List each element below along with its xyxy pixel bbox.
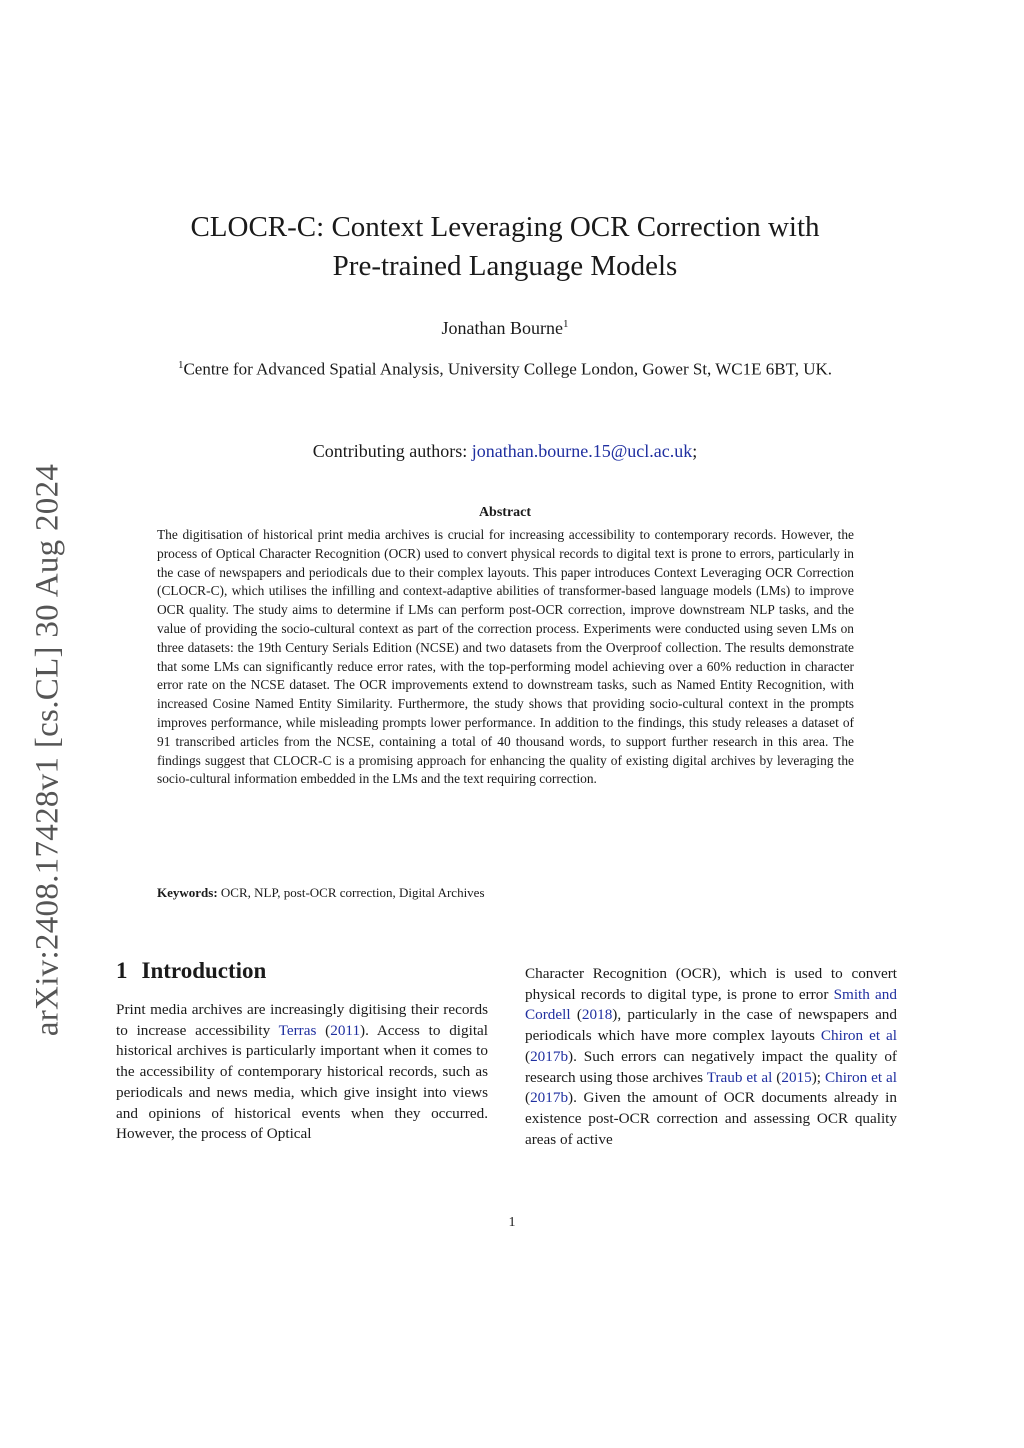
contributing-authors <box>150 441 860 462</box>
citation-link-terras[interactable]: Terras <box>278 1021 317 1039</box>
affiliation-marker: 1 <box>177 359 184 371</box>
citation-year-link-terras[interactable]: 2011 <box>330 1021 361 1039</box>
intro-right-text-1: Character Recognition (OCR), which is used to convert physical records to digital type, is prone to error <box>525 965 897 1003</box>
section-number: 1 <box>116 958 128 983</box>
citation-link-chiron[interactable]: Chiron et al <box>820 1027 898 1045</box>
citation-year-link-chiron-2[interactable]: 2017b <box>530 1089 569 1107</box>
author-affiliation-marker: 1 <box>562 318 569 330</box>
intro-right-text-8: ( <box>525 1089 531 1107</box>
intro-right-text-9: ). Given the amount of OCR documents already in existence post-OCR correction and assessing OCR quality areas of active <box>525 1089 897 1148</box>
intro-right-text-4: ( <box>525 1047 531 1065</box>
section-title: Introduction <box>141 958 267 983</box>
paper-title <box>150 208 860 286</box>
section-heading-introduction <box>116 958 266 984</box>
intro-paragraph-left-column <box>116 1000 488 1145</box>
contact-label: Contributing authors: <box>312 441 472 461</box>
citation-year-link-chiron[interactable]: 2017b <box>530 1047 569 1065</box>
intro-right-text-6: ( <box>772 1068 782 1086</box>
citation-year-link-smith-cordell[interactable]: 2018 <box>581 1006 613 1024</box>
intro-left-text-1: Print media archives are increasingly digitising their records to increase accessibility <box>116 1001 488 1039</box>
keywords-label: Keywords: <box>157 885 218 900</box>
intro-paragraph-right-column <box>525 964 897 1150</box>
intro-left-text-2: ( <box>316 1021 331 1039</box>
citation-year-link-traub[interactable]: 2015 <box>781 1068 812 1086</box>
author-name: Jonathan Bourne <box>441 318 563 338</box>
citation-link-smith-cordell[interactable]: Smith and Cordell <box>525 985 897 1024</box>
citation-link-traub[interactable]: Traub et al <box>706 1068 773 1086</box>
abstract-body: The digitisation of historical print media archives is crucial for increasing accessibility to contemporary records. However, the process of Optical Character Recognition (OCR) used to convert physical records to digital text is prone to errors, particularly in the case of newspapers and periodicals due to their complex layouts. This paper introduces Context Leveraging OCR Correction (CLOCR-C), which utilises the infilling and context-adaptive abilities of transformer-based language models (LMs) to improve OCR quality. The study aims to determine if LMs can perform post-OCR correction, improve downstream NLP tasks, and the value of providing the socio-cultural context as part of the correction process. Experiments were conducted using seven LMs on three datasets: the 19th Century Serials Edition (NCSE) and two datasets from the Overproof collection. The results demonstrate that some LMs can significantly reduce error rates, with the top-performing model achieving over a 60% reduction in character error rate on the NCSE dataset. The OCR improvements extend to downstream tasks, such as Named Entity Recognition, with increased Cosine Named Entity Similarity. Furthermore, the study shows that providing socio-cultural context in the prompts improves performance, while misleading prompts lower performance. In addition to the findings, this study releases a dataset of 91 transcribed articles from the NCSE, containing a total of 40 thousand words, to support further research in this area. The findings suggest that CLOCR-C is a promising approach for enhancing the quality of existing digital archives by leveraging the socio-cultural information embedded in the LMs and the text requiring correction. <box>157 527 854 787</box>
keywords-text: OCR, NLP, post-OCR correction, Digital Archives <box>217 885 485 900</box>
affiliation-text: Centre for Advanced Spatial Analysis, University College London, Gower St, WC1E 6BT, UK. <box>183 359 833 379</box>
citation-link-chiron-2[interactable]: Chiron et al <box>824 1068 898 1086</box>
arxiv-identifier-stamp: arXiv:2408.17428v1 [cs.CL] 30 Aug 2024 <box>29 463 66 1037</box>
contact-suffix: ; <box>692 441 698 461</box>
page-number: 1 <box>508 1215 516 1230</box>
intro-right-text-2: ( <box>570 1006 582 1024</box>
intro-right-text-3: ), particularly in the case of newspapers and periodicals which have more complex layouts <box>525 1006 897 1045</box>
intro-right-text-5: ). Such errors can negatively impact the quality of research using those archives <box>525 1047 897 1086</box>
author-email-link[interactable]: jonathan.bourne.15@ucl.ac.uk <box>471 441 693 461</box>
intro-left-text-3: ). Access to digital historical archives is particularly important when it comes to the accessibility of contemporary historical records, such as periodicals and news media, which give insight into views and opinions of historical events when they occurred. However, the process of Optical <box>116 1021 488 1143</box>
intro-right-text-7: ); <box>811 1068 825 1086</box>
title-line-1: CLOCR-C: Context Leveraging OCR Correction with <box>190 211 820 243</box>
title-line-2: Pre-trained Language Models <box>332 250 678 282</box>
author <box>150 318 860 339</box>
keywords <box>157 885 854 901</box>
affiliation <box>150 354 860 381</box>
abstract-heading: Abstract <box>478 505 532 520</box>
